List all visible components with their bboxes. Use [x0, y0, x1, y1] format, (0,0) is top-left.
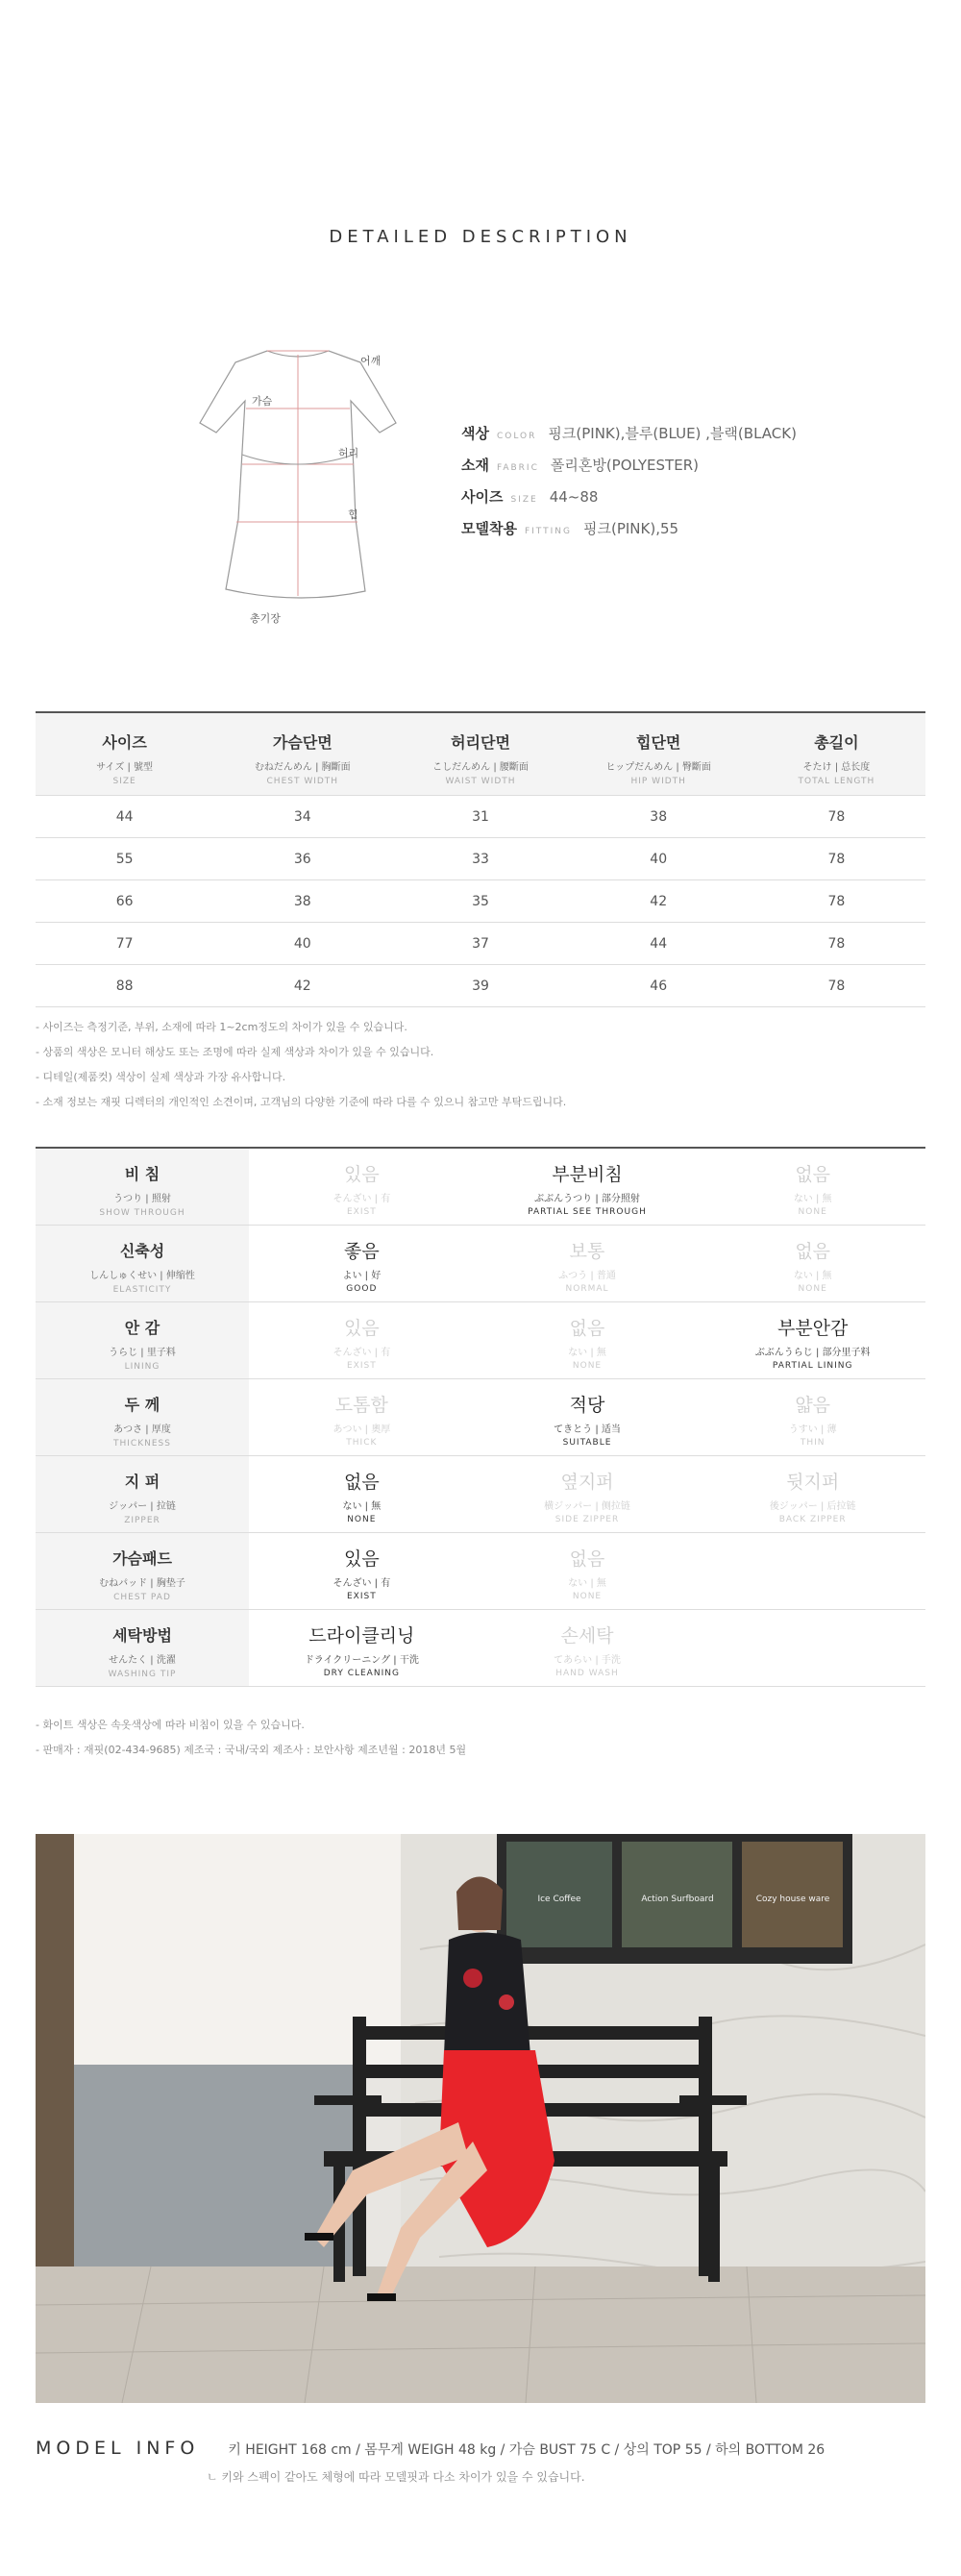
fabric-option-jp: うすい | 薄	[788, 1424, 837, 1435]
fabric-option-en: SIDE ZIPPER	[554, 1515, 620, 1524]
fabric-option	[700, 1456, 925, 1532]
fabric-option-ko: 없음	[569, 1318, 605, 1339]
size-header-cell	[748, 713, 925, 795]
fabric-label-ko: 가슴패드	[112, 1549, 172, 1568]
fabric-row	[36, 1379, 925, 1456]
fabric-option-jp: ない | 無	[793, 1194, 832, 1204]
fabric-option-ko: 보통	[569, 1241, 605, 1262]
fabric-option	[249, 1533, 475, 1609]
spec-fitting	[461, 518, 797, 550]
fabric-option-ko: 부분비침	[552, 1164, 623, 1185]
fabric-row-label	[36, 1533, 249, 1609]
fabric-option-ko: 적당	[569, 1395, 605, 1416]
model-photo-illustration	[36, 1834, 925, 2403]
dress-outline-illustration	[192, 341, 404, 630]
fabric-option-jp: てきとう | 适当	[554, 1424, 621, 1435]
fabric-row	[36, 1226, 925, 1302]
window-sign-2: Action Surfboard	[641, 1895, 714, 1904]
fabric-option-ko: 옆지퍼	[560, 1472, 614, 1493]
fabric-row-label	[36, 1379, 249, 1455]
table-cell: 39	[472, 978, 489, 994]
fabric-row-label	[36, 1226, 249, 1301]
header-jp: むねだんめん | 胸斷面	[254, 762, 351, 773]
model-info-title: MODEL INFO	[36, 2438, 200, 2459]
product-notes	[36, 1717, 466, 1767]
fabric-row	[36, 1610, 925, 1687]
model-info-text: 키 HEIGHT 168 cm / 몸무게 WEIGH 48 kg / 가슴 BUST 75 C / 상의 TOP 55 / 하의 BOTTOM 26	[228, 2442, 825, 2458]
header-en: HIP WIDTH	[630, 777, 686, 786]
fabric-option-ko: 없음	[795, 1241, 831, 1262]
fabric-row	[36, 1533, 925, 1610]
fabric-row-label	[36, 1302, 249, 1378]
fabric-option-jp: 横ジッパー | 侧拉链	[544, 1501, 630, 1512]
spec-value: 핑크(PINK),블루(BLUE) ,블랙(BLACK)	[548, 425, 797, 442]
fabric-option-jp: そんざい | 有	[333, 1194, 391, 1204]
fabric-label-ko: 비 침	[124, 1165, 160, 1183]
size-header-cell	[391, 713, 569, 795]
spec-fabric	[461, 455, 797, 486]
fabric-label-en: THICKNESS	[113, 1439, 171, 1449]
fabric-option	[475, 1149, 701, 1225]
spec-key-en: SIZE	[510, 495, 538, 505]
fabric-option-ko: 없음	[343, 1472, 380, 1493]
fabric-label-jp: うつり | 照射	[113, 1194, 171, 1204]
table-row	[36, 923, 925, 965]
fabric-option-en: EXIST	[346, 1361, 377, 1371]
fabric-label-jp: せんたく | 洗濯	[109, 1655, 176, 1666]
fabric-label-en: LINING	[124, 1362, 160, 1372]
fabric-label-en: WASHING TIP	[108, 1670, 177, 1679]
fabric-option-en: NONE	[572, 1592, 603, 1601]
fabric-info-table	[36, 1147, 925, 1687]
size-header-cell	[36, 713, 213, 795]
fabric-option	[475, 1226, 701, 1301]
size-table	[36, 711, 925, 1007]
header-jp: ヒップだんめん | 臀斷面	[605, 762, 711, 773]
fabric-option-ko: 뒷지퍼	[786, 1472, 840, 1493]
header-jp: サイズ | 號型	[96, 762, 154, 773]
spec-color	[461, 423, 797, 455]
table-cell: 38	[293, 893, 311, 909]
fabric-option	[475, 1302, 701, 1378]
size-header-cell	[213, 713, 391, 795]
fabric-option	[700, 1149, 925, 1225]
fabric-label-jp: むねパッド | 胸垫子	[99, 1578, 185, 1589]
spec-key: 사이즈	[461, 488, 504, 506]
fabric-option-ko: 있음	[343, 1548, 380, 1570]
dress-sketch	[192, 341, 404, 630]
fabric-option-en: NONE	[798, 1207, 827, 1217]
fabric-option-jp: ぶぶんうらじ | 部分里子料	[754, 1348, 871, 1358]
fabric-option	[249, 1149, 475, 1225]
fabric-option	[249, 1302, 475, 1378]
sketch-label-hip: 힙	[348, 508, 358, 521]
note-line: - 화이트 색상은 속옷색상에 따라 비침이 있을 수 있습니다.	[36, 1719, 305, 1731]
fabric-option-en: PARTIAL LINING	[772, 1361, 853, 1371]
table-cell: 78	[827, 808, 846, 825]
fabric-option-en: NORMAL	[565, 1284, 609, 1294]
table-cell: 44	[115, 808, 134, 825]
fabric-option-ko: 얇음	[795, 1395, 831, 1416]
note-line: - 소재 정보는 재핏 디렉터의 개인적인 소견이며, 고객님의 다양한 기준에 따라 다를 수 있으니 참고만 부탁드립니다.	[36, 1096, 567, 1108]
table-cell: 55	[115, 851, 134, 867]
header-ko: 총길이	[814, 733, 859, 752]
table-cell: 36	[293, 851, 311, 867]
fabric-option-ko: 없음	[795, 1164, 831, 1185]
fabric-label-jp: ジッパー | 拉链	[109, 1501, 176, 1512]
fabric-option-jp: ぶぶんうつり | 部分照射	[534, 1194, 640, 1204]
size-header-cell	[570, 713, 748, 795]
fabric-option-jp: ない | 無	[568, 1578, 606, 1589]
header-ko: 허리단면	[451, 733, 510, 752]
header-ko: 사이즈	[102, 733, 147, 752]
header-ko: 힙단면	[636, 733, 681, 752]
fabric-option-en: SUITABLE	[562, 1438, 612, 1448]
header-ko: 가슴단면	[272, 733, 333, 752]
fabric-option	[700, 1533, 925, 1609]
fabric-row-label	[36, 1149, 249, 1225]
fabric-option	[475, 1533, 701, 1609]
fabric-row	[36, 1302, 925, 1379]
note-line: - 사이즈는 측정기준, 부위, 소재에 따라 1~2cm정도의 차이가 있을 수 있습니다.	[36, 1021, 407, 1033]
fabric-option-ko: 드라이클리닝	[308, 1625, 415, 1647]
note-line: - 판매자 : 재핏(02-434-9685) 제조국 : 국내/국외 제조사 : 보안사항 제조년월 : 2018년 5월	[36, 1744, 467, 1756]
fabric-label-ko: 세탁방법	[112, 1626, 172, 1645]
size-table-header	[36, 713, 925, 796]
table-cell: 31	[472, 808, 489, 825]
spec-value: 44~88	[549, 488, 599, 506]
fabric-label-ko: 안 감	[124, 1319, 160, 1337]
table-cell: 35	[472, 893, 489, 909]
spec-size	[461, 486, 797, 518]
table-cell: 34	[293, 808, 311, 825]
table-cell: 78	[827, 893, 846, 909]
page-title: DETAILED DESCRIPTION	[329, 227, 632, 247]
fabric-label-ko: 지 퍼	[124, 1473, 160, 1491]
fabric-option-ko: 있음	[343, 1318, 380, 1339]
fabric-option-jp: 後ジッパー | 后拉链	[769, 1501, 856, 1512]
table-cell: 42	[293, 978, 311, 994]
sketch-label-chest: 가슴	[252, 395, 273, 408]
fabric-option-ko: 있음	[343, 1164, 380, 1185]
fabric-row	[36, 1456, 925, 1533]
sketch-label-shoulder: 어깨	[360, 355, 382, 367]
fabric-option	[475, 1456, 701, 1532]
fabric-option-en: THICK	[346, 1438, 378, 1448]
table-row	[36, 965, 925, 1007]
model-info-note: ㄴ 키와 스펙이 같아도 체형에 따라 모델핏과 다소 차이가 있을 수 있습니다.	[207, 2470, 585, 2484]
spec-key-en: COLOR	[496, 432, 537, 441]
fabric-label-jp: うらじ | 里子料	[109, 1348, 176, 1358]
fabric-row	[36, 1149, 925, 1226]
fabric-option-en: NONE	[572, 1361, 603, 1371]
fabric-option-ko: 도톰함	[334, 1395, 388, 1416]
fabric-option-en: EXIST	[346, 1207, 377, 1217]
fabric-option-jp: ドライクリーニング | 干洗	[304, 1655, 419, 1666]
fabric-option-en: NONE	[347, 1515, 377, 1524]
fabric-label-jp: しんしゅくせい | 伸缩性	[89, 1271, 195, 1281]
fabric-option-en: HAND WASH	[555, 1669, 619, 1678]
fabric-option-ko: 부분안감	[776, 1318, 849, 1339]
window-sign-1: Ice Coffee	[537, 1895, 581, 1904]
table-cell: 46	[650, 978, 668, 994]
table-cell: 78	[827, 851, 846, 867]
table-cell: 78	[827, 978, 846, 994]
spec-key: 색상	[461, 425, 489, 442]
sketch-label-length: 총기장	[250, 612, 281, 625]
table-cell: 38	[650, 808, 668, 825]
note-line: - 상품의 색상은 모니터 해상도 또는 조명에 따라 실제 색상과 차이가 있을 수 있습니다.	[36, 1046, 434, 1058]
fabric-option-jp: そんざい | 有	[333, 1578, 391, 1589]
fabric-label-en: CHEST PAD	[113, 1593, 171, 1602]
fabric-option	[249, 1379, 475, 1455]
model-info	[36, 2438, 825, 2459]
fabric-label-en: ZIPPER	[124, 1516, 160, 1525]
table-cell: 77	[115, 935, 134, 952]
fabric-option-jp: ふつう | 普通	[558, 1271, 616, 1281]
fabric-option-en: DRY CLEANING	[323, 1669, 400, 1678]
fabric-row-label	[36, 1456, 249, 1532]
fabric-option-jp: そんざい | 有	[333, 1348, 391, 1358]
product-spec-list	[461, 423, 797, 550]
fabric-option	[700, 1610, 925, 1686]
note-line: - 디테일(제품컷) 색상이 실제 색상과 가장 유사합니다.	[36, 1071, 286, 1083]
fabric-option	[249, 1456, 475, 1532]
spec-value: 폴리혼방(POLYESTER)	[550, 457, 699, 474]
fabric-option-jp: あつい | 奧厚	[333, 1424, 391, 1435]
fabric-option	[700, 1302, 925, 1378]
fabric-option-en: GOOD	[346, 1284, 378, 1294]
fabric-option-ko: 손세탁	[560, 1625, 614, 1647]
fabric-option-jp: てあらい | 手洗	[554, 1655, 621, 1666]
fabric-label-en: SHOW THROUGH	[99, 1208, 185, 1218]
sketch-label-waist: 허리	[338, 447, 359, 459]
table-cell: 33	[472, 851, 489, 867]
fabric-label-ko: 신축성	[119, 1242, 165, 1260]
table-row	[36, 796, 925, 838]
fabric-option	[475, 1379, 701, 1455]
fabric-option-en: THIN	[800, 1438, 825, 1448]
size-notes	[36, 1019, 566, 1119]
table-cell: 37	[472, 935, 489, 952]
table-cell: 78	[827, 935, 846, 952]
fabric-option	[700, 1379, 925, 1455]
fabric-option-en: NONE	[798, 1284, 827, 1294]
table-cell: 44	[650, 935, 668, 952]
spec-key-en: FITTING	[524, 527, 572, 536]
spec-value: 핑크(PINK),55	[583, 520, 679, 537]
fabric-option-en: BACK ZIPPER	[778, 1515, 847, 1524]
fabric-option-en: PARTIAL SEE THROUGH	[528, 1207, 647, 1217]
table-cell: 42	[650, 893, 668, 909]
fabric-option	[475, 1610, 701, 1686]
header-jp: そたけ | 总长度	[802, 762, 871, 773]
window-sign-3: Cozy house ware	[755, 1895, 830, 1904]
fabric-option-jp: ない | 無	[793, 1271, 832, 1281]
fabric-option-jp: ない | 無	[342, 1501, 382, 1512]
table-row	[36, 838, 925, 880]
spec-key: 소재	[461, 457, 489, 474]
fabric-option-jp: よい | 好	[342, 1271, 382, 1281]
fabric-option	[249, 1226, 475, 1301]
header-en: TOTAL LENGTH	[798, 777, 875, 786]
fabric-option-en: EXIST	[346, 1592, 377, 1601]
fabric-label-jp: あつさ | 厚度	[113, 1424, 171, 1435]
spec-key: 모델착용	[461, 520, 517, 537]
table-cell: 88	[115, 978, 134, 994]
header-en: CHEST WIDTH	[266, 777, 339, 786]
fabric-option	[700, 1226, 925, 1301]
fabric-option-ko: 좋음	[343, 1241, 380, 1262]
header-en: SIZE	[112, 777, 136, 786]
fabric-option-jp: ない | 無	[568, 1348, 606, 1358]
fabric-label-ko: 두 께	[124, 1396, 160, 1414]
fabric-row-label	[36, 1610, 249, 1686]
table-row	[36, 880, 925, 923]
fabric-label-en: ELASTICITY	[112, 1285, 172, 1295]
spec-key-en: FABRIC	[496, 463, 539, 473]
model-photo	[36, 1834, 925, 2403]
fabric-option	[249, 1610, 475, 1686]
table-cell: 66	[115, 893, 134, 909]
header-jp: こしだんめん | 腰斷面	[432, 762, 529, 773]
fabric-option-ko: 없음	[569, 1548, 605, 1570]
table-cell: 40	[293, 935, 311, 952]
header-en: WAIST WIDTH	[445, 777, 516, 786]
table-cell: 40	[650, 851, 668, 867]
